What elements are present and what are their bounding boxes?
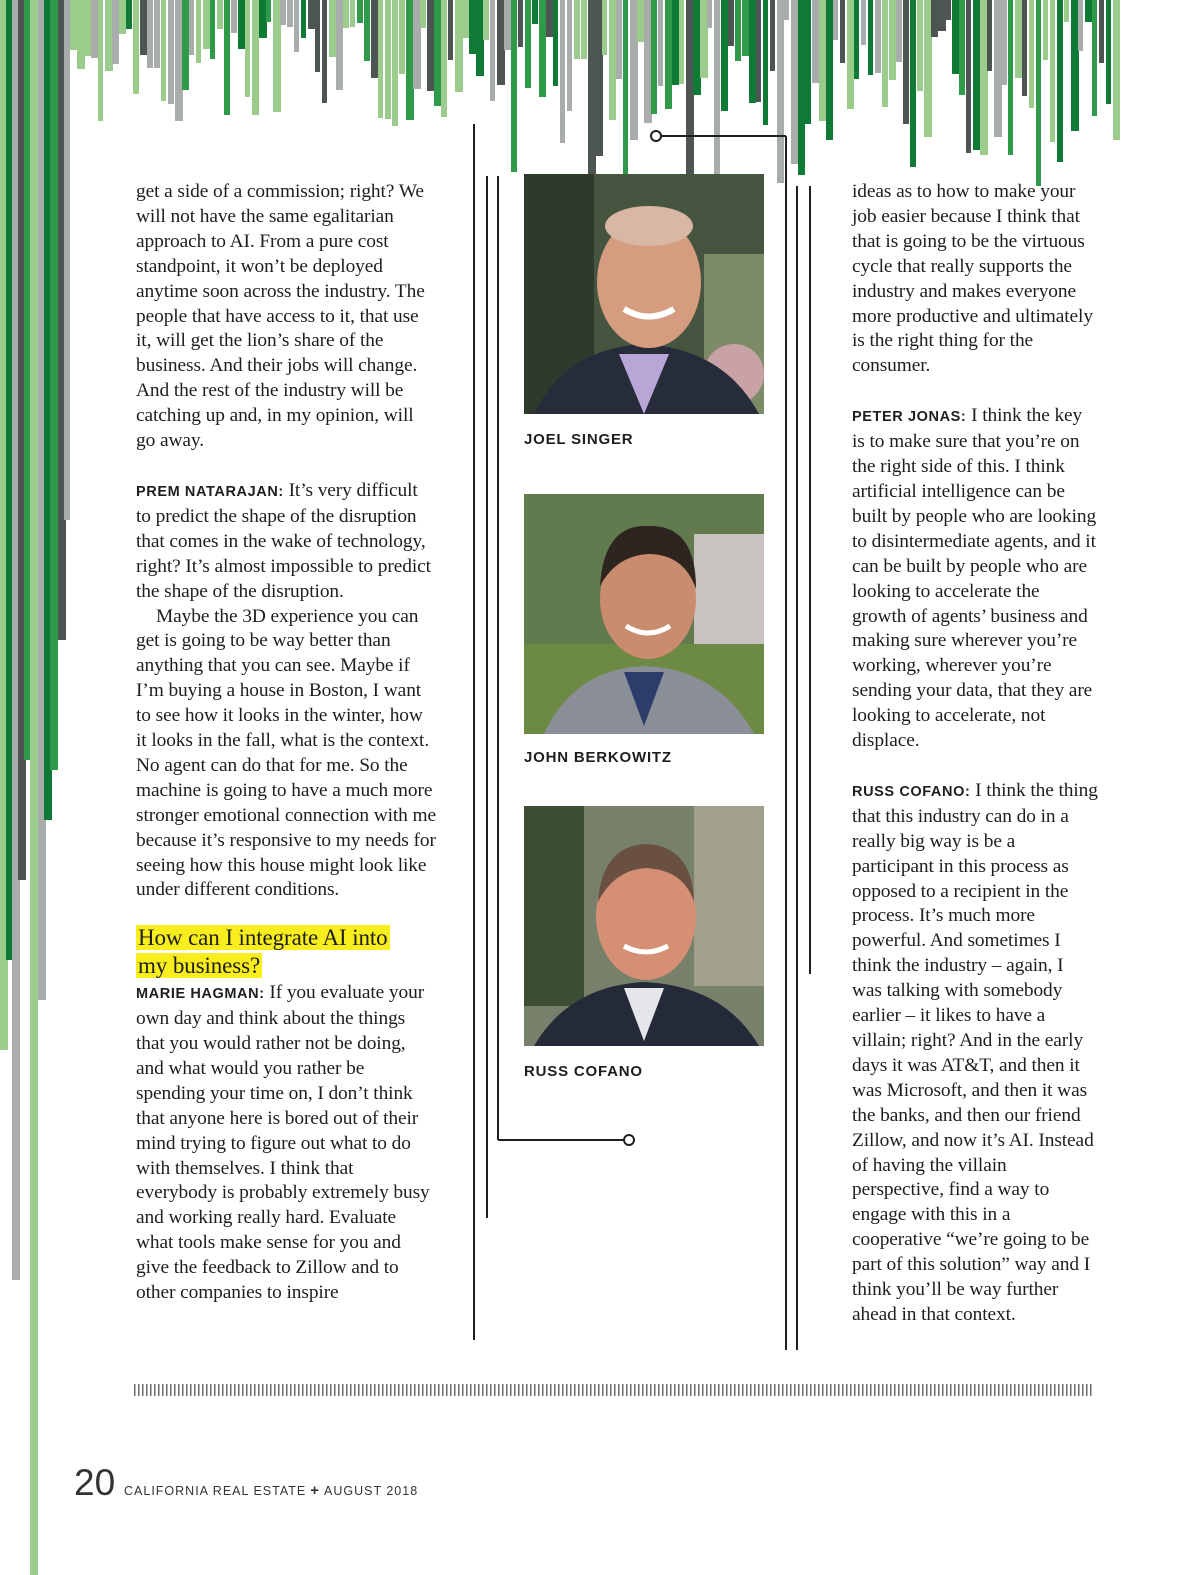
portrait-image	[524, 174, 764, 414]
paragraph: Maybe the 3D experience you can get is going to be way better than anything that you can see. Maybe if I’m buying a house in Boston, I want to see how it looks in the winter, how it looks in the fall, what is the context. No agent can do that for me. So the machine is going to have a much more stronger emotional connection with me because it’s responsive to my needs for seeing how this house might look like under different conditions.	[136, 605, 437, 901]
stripe-bar	[651, 0, 657, 114]
stripe-bar	[490, 0, 495, 101]
stripe-bar	[434, 0, 442, 106]
stripe-bar	[938, 0, 946, 31]
stripe-bar	[791, 0, 799, 164]
stripe-bar	[658, 0, 663, 86]
photo-caption: RUSS COFANO	[524, 1063, 643, 1080]
stripe-bar	[567, 0, 572, 111]
stripe-bar	[147, 0, 153, 68]
stripe-bar	[385, 0, 391, 119]
stripe-bar	[119, 0, 126, 34]
stripe-bar	[91, 0, 99, 58]
stripe-bar	[728, 0, 734, 46]
stripe-bar	[1092, 0, 1097, 116]
stripe-bar	[336, 0, 343, 90]
stripe-bar	[511, 0, 517, 172]
stripe-bar	[1001, 0, 1007, 85]
paragraph: ideas as to how to make your job easier because I think that that is going to be the virtuous cycle that really supports the industry and makes everyone more productive and ultimately is the right thing for the consumer.	[852, 181, 1093, 377]
stripe-bar	[539, 0, 546, 97]
stripe-bar	[50, 0, 58, 770]
stripe-bar	[1099, 0, 1104, 63]
photo-caption: JOEL SINGER	[524, 431, 634, 448]
stripe-bar	[910, 0, 916, 167]
page-number: 20	[74, 1462, 116, 1503]
stripe-bar	[630, 0, 638, 140]
stripe-bar	[126, 0, 132, 29]
stripe-bar	[329, 0, 336, 57]
stripe-bar	[371, 0, 379, 78]
stripe-bar	[721, 0, 728, 111]
stripe-bar	[392, 0, 398, 126]
stripe-bar	[882, 0, 888, 107]
stripe-bar	[875, 0, 881, 73]
stripe-bar	[455, 0, 463, 92]
stripe-bar	[64, 0, 70, 520]
stripe-bar	[406, 0, 414, 120]
stripe-bar	[945, 0, 951, 20]
stripe-bar	[903, 0, 909, 124]
stripe-bar	[504, 0, 512, 50]
stripe-bar	[952, 0, 959, 74]
stripe-bar	[1008, 0, 1013, 155]
speaker-name: MARIE HAGMAN:	[136, 986, 265, 1003]
stripe-bar	[448, 0, 453, 60]
portrait-image	[524, 806, 764, 1046]
stripe-bar	[637, 0, 644, 42]
stripe-bar	[1029, 0, 1034, 108]
photo-joel-singer	[524, 174, 764, 414]
stripe-bar	[413, 0, 421, 89]
stripe-bar	[70, 0, 77, 50]
stripe-bar	[1057, 0, 1063, 162]
stripe-bar	[518, 0, 523, 47]
stripe-bar	[749, 0, 756, 103]
stripe-bar	[980, 0, 988, 155]
stripe-bar	[798, 0, 805, 175]
stripe-bar	[532, 0, 538, 24]
stripe-bar	[483, 0, 489, 40]
stripe-bar	[441, 0, 447, 117]
stripe-bar	[595, 0, 603, 156]
stripe-bar	[168, 0, 174, 104]
stripe-bar	[616, 0, 622, 79]
stripe-bar	[287, 0, 293, 27]
paragraph	[852, 779, 1098, 1328]
stripe-bar	[560, 0, 565, 143]
stripe-bar	[959, 0, 965, 95]
stripe-bar	[399, 0, 405, 74]
stripe-bar	[315, 0, 320, 72]
stripe-bar	[854, 0, 859, 79]
stripe-bar	[1050, 0, 1055, 142]
stripe-bar	[280, 0, 286, 25]
stripe-bar	[665, 0, 672, 109]
paragraph-text: It’s very difficult to predict the shape of the disruption that comes in the wake of technology, right? It’s almost impossible to predict the shape of the disruption.	[136, 479, 431, 602]
stripe-bar	[1043, 0, 1048, 60]
stripe-bar	[574, 0, 580, 59]
stripe-bar	[30, 0, 38, 1575]
stripe-bar	[154, 0, 160, 68]
stripe-bar	[581, 0, 587, 59]
question-text: How can I integrate AI into my business?	[138, 925, 388, 979]
stripe-bar	[756, 0, 761, 102]
photo-caption: JOHN BERKOWITZ	[524, 749, 672, 766]
stripe-bar	[1036, 0, 1041, 186]
stripe-bar	[784, 0, 789, 20]
stripe-bar	[1071, 0, 1079, 131]
stripe-bar	[1015, 0, 1022, 78]
stripe-bar	[826, 0, 833, 140]
stripe-bar	[623, 0, 628, 176]
stripe-bar	[847, 0, 854, 109]
stripe-bar	[217, 0, 223, 29]
stripe-bar	[203, 0, 210, 49]
stripe-bar	[266, 0, 271, 22]
stripe-bar	[1085, 0, 1093, 22]
stripe-bar	[98, 0, 103, 121]
speaker-name: PREM NATARAJAN:	[136, 483, 284, 500]
stripe-bar	[546, 0, 554, 37]
stripe-bar	[609, 0, 616, 120]
stripe-bar	[588, 0, 596, 181]
stripe-bar	[175, 0, 183, 121]
stripe-bar	[973, 0, 980, 150]
stripe-bar	[868, 0, 873, 75]
footer-publication	[124, 1482, 418, 1499]
stripe-bar	[357, 0, 363, 23]
stripe-bar	[777, 0, 784, 183]
stripe-bar	[707, 0, 712, 28]
stripe-bar	[840, 0, 845, 63]
stripe-bar	[140, 0, 148, 55]
stripe-bar	[259, 0, 267, 38]
stripe-bar	[427, 0, 434, 91]
stripe-bar	[105, 0, 113, 71]
speaker-name: RUSS COFANO:	[852, 783, 971, 800]
stripe-bar	[322, 0, 327, 103]
stripe-bar	[378, 0, 383, 118]
stripe-bar	[77, 0, 85, 69]
stripe-bar	[196, 0, 201, 63]
paragraph	[136, 479, 436, 605]
stripe-bar	[931, 0, 938, 37]
question-heading	[136, 925, 418, 981]
stripe-bar	[1064, 0, 1069, 22]
stripe-bar	[210, 0, 215, 59]
footer-separator: +	[310, 1482, 320, 1499]
stripe-bar	[770, 0, 775, 71]
stripe-bar	[462, 0, 469, 38]
photo-john-berkowitz	[524, 494, 764, 734]
stripe-bar	[161, 0, 166, 101]
stripe-bar	[644, 0, 652, 123]
portrait-image	[524, 494, 764, 734]
stripe-bar	[917, 0, 923, 91]
stripe-bar	[343, 0, 349, 28]
stripe-bar	[602, 0, 607, 55]
stripe-bar	[966, 0, 971, 153]
stripe-bar	[133, 0, 139, 94]
stripe-bar	[679, 0, 684, 84]
stripe-bar	[819, 0, 827, 121]
top-stripe-pattern	[0, 0, 1120, 186]
stripe-bar	[742, 0, 749, 56]
stripe-bar	[497, 0, 505, 85]
photo-russ-cofano	[524, 806, 764, 1046]
stripe-bar	[189, 0, 194, 55]
stripe-bar	[735, 0, 741, 61]
stripe-bar	[231, 0, 237, 33]
stripe-bar	[987, 0, 992, 71]
paragraph-text: I think the key is to make sure that you’re on the right side of this. I think artificial intelligence can be built by people who are looking to disintermediate agents, and it can be built by people who are looking to accelerate the growth of agents’ business and making sure wherever you’re working, wherever you’re sending your data, that they are looking to accelerate, not displace.	[852, 405, 1097, 752]
paragraph	[136, 981, 436, 1306]
paragraph-text: I think the thing that this industry can do in a really big way is be a participant in this process as opposed to a recipient in the process. It’s much more powerful. And sometimes I think the industry – again, I was talking with somebody earlier – it likes to have a villain; right? And in the early days it was AT&T, and then it was Microsoft, and then it was the banks, and then our friend Zillow, and now it’s AI. Instead of having the villain perspective, find a way to engage with this in a cooperative “we’re going to be part of this solution” way and I think you’ll be way further ahead in that context.	[852, 779, 1098, 1325]
publication-name: CALIFORNIA REAL ESTATE	[124, 1484, 307, 1498]
stripe-bar	[833, 0, 838, 40]
stripe-bar	[553, 0, 558, 86]
stripe-bar	[476, 0, 484, 76]
issue-date: AUGUST 2018	[324, 1484, 419, 1498]
stripe-bar	[420, 0, 426, 28]
stripe-bar	[812, 0, 819, 83]
stripe-bar	[700, 0, 708, 78]
stripe-bar	[308, 0, 315, 29]
right-column	[852, 180, 1098, 1328]
stripe-bar	[350, 0, 355, 27]
stripe-bar	[1078, 0, 1083, 51]
stripe-bar	[182, 0, 189, 90]
stripe-bar	[252, 0, 259, 115]
stripe-bar	[1022, 0, 1027, 96]
stripe-bar	[364, 0, 370, 61]
stripe-bar	[273, 0, 281, 112]
stripe-bar	[805, 0, 811, 124]
stripe-bar	[294, 0, 299, 52]
stripe-bar	[525, 0, 531, 88]
stripe-bar	[714, 0, 720, 186]
paragraph-text: If you evaluate your own day and think about the things that you would rather not be doing, and what would you rather be spending your time on, I don’t think that anyone here is bored out of their mind trying to figure out what to do with themselves. I think that everybody is probably extremely busy and working really hard. Evaluate what tools make sense for you and give the feedback to Zillow and to other companies to inspire	[136, 982, 430, 1304]
left-stripe-pattern	[0, 0, 70, 1575]
stripe-bar	[238, 0, 246, 49]
stripe-bar	[889, 0, 896, 80]
paragraph	[852, 404, 1098, 754]
footer-rule	[134, 1384, 1092, 1396]
stripe-bar	[686, 0, 694, 177]
stripe-bar	[861, 0, 866, 45]
stripe-bar	[245, 0, 250, 97]
paragraph: get a side of a commission; right? We will not have the same egalitarian approach to AI. From a pure cost standpoint, it won’t be deployed anytime soon across the industry. The people that have access to it, that use it, will get the lion’s share of the business. And their jobs will change. And the rest of the industry will be catching up and, in my opinion, will go away.	[136, 181, 425, 452]
stripe-bar	[1106, 0, 1111, 104]
stripe-bar	[112, 0, 119, 64]
stripe-bar	[84, 0, 91, 56]
stripe-bar	[672, 0, 679, 85]
left-column	[136, 180, 436, 1306]
stripe-bar	[469, 0, 476, 54]
stripe-bar	[924, 0, 932, 137]
stripe-bar	[1113, 0, 1120, 140]
stripe-bar	[693, 0, 701, 95]
stripe-bar	[896, 0, 902, 62]
speaker-name: PETER JONAS:	[852, 409, 967, 426]
stripe-bar	[994, 0, 1002, 137]
stripe-bar	[301, 0, 306, 38]
stripe-bar	[224, 0, 230, 115]
stripe-bar	[763, 0, 768, 125]
